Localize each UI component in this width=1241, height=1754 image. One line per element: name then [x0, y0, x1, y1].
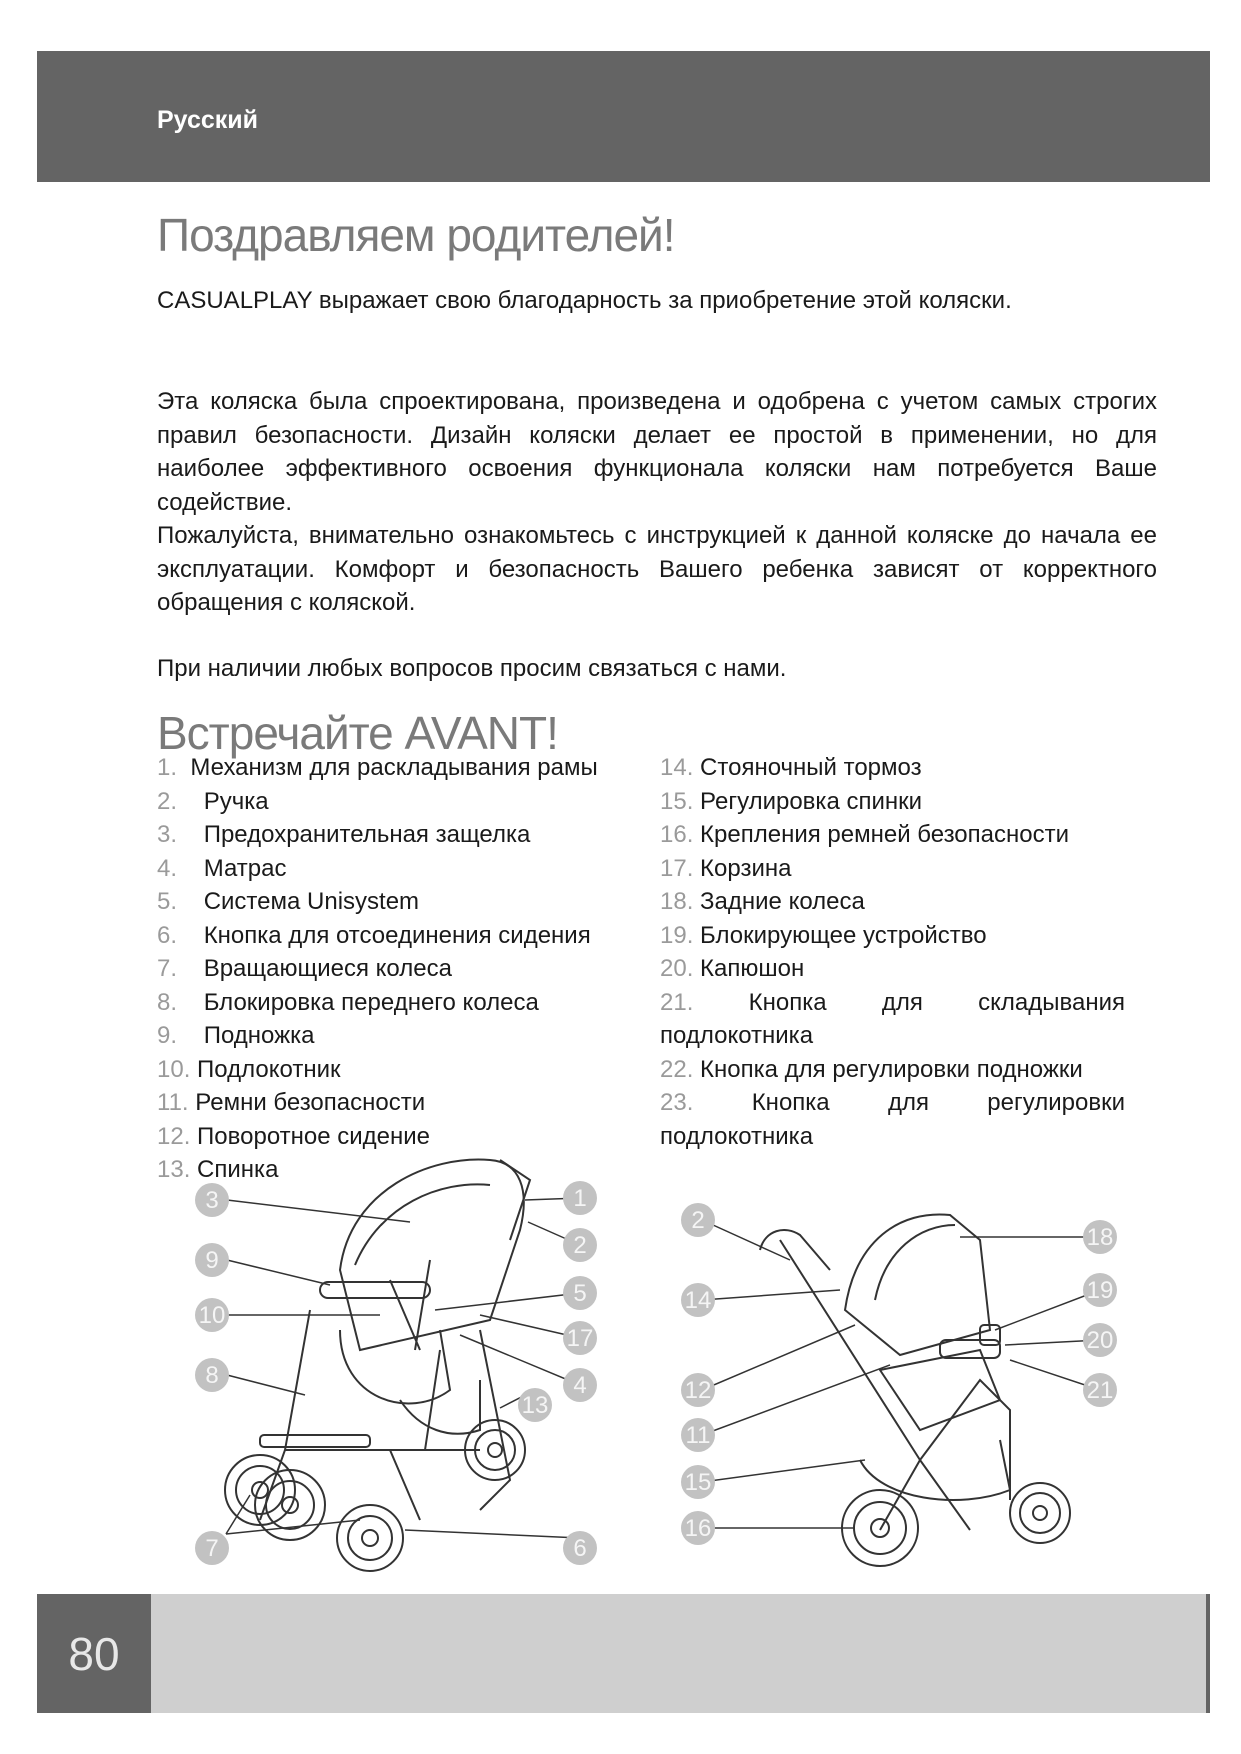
- callout-2: [563, 1228, 597, 1262]
- item-number: 2.: [157, 787, 178, 815]
- item-number: 6.: [157, 921, 178, 949]
- list-item: [660, 852, 1125, 886]
- svg-text:10: 10: [198, 1302, 226, 1329]
- item-number: 11.: [157, 1089, 189, 1116]
- item-label: Ручка: [203, 787, 269, 815]
- item-number: 13.: [157, 1156, 191, 1183]
- list-item: [157, 785, 598, 819]
- item-number: 1.: [157, 754, 178, 781]
- stroller-basket: [400, 1380, 480, 1434]
- svg-text:14: 14: [684, 1287, 712, 1314]
- intro-paragraph-4: При наличии любых вопросов просим связаться с нами.: [157, 655, 787, 682]
- callout-5: [563, 1276, 597, 1310]
- item-label: Кнопка для складывания подлокотника: [660, 988, 1126, 1049]
- item-number: 12.: [157, 1122, 191, 1150]
- item-number: 16.: [660, 821, 694, 848]
- list-item: [660, 952, 1125, 986]
- svg-text:4: 4: [573, 1372, 587, 1399]
- svg-text:3: 3: [205, 1187, 219, 1214]
- callout-20: [1083, 1323, 1117, 1357]
- callout-3: [195, 1183, 229, 1217]
- parts-list-left: [157, 751, 598, 1187]
- stroller-rear-illustration: [680, 1200, 1140, 1590]
- svg-text:11: 11: [685, 1422, 711, 1449]
- wheel-front-left: [225, 1455, 295, 1525]
- callout-11: [681, 1418, 715, 1452]
- callout-2: [681, 1203, 715, 1237]
- item-number: 22.: [660, 1055, 694, 1083]
- item-number: 9.: [157, 1022, 178, 1049]
- parts-title: Встречайте AVANT!: [157, 707, 558, 759]
- item-number: 17.: [660, 854, 694, 882]
- svg-text:15: 15: [684, 1469, 712, 1496]
- header-bar: [37, 51, 1210, 182]
- item-label: Подножка: [203, 1022, 315, 1049]
- item-number: 23.: [660, 1089, 694, 1116]
- item-number: 19.: [660, 921, 694, 949]
- stroller-seat: [880, 1350, 1000, 1430]
- list-item: [660, 818, 1125, 852]
- stroller-seat-strap: [390, 1260, 430, 1350]
- stroller-hood-seam: [355, 1184, 490, 1265]
- stroller-hood: [340, 1160, 524, 1350]
- item-label: Регулировка спинки: [700, 787, 923, 815]
- leader-lines: [226, 1198, 580, 1538]
- list-item: [660, 1086, 1125, 1153]
- list-item: [660, 1053, 1125, 1087]
- item-number: 10.: [157, 1055, 191, 1083]
- list-item: [157, 818, 598, 852]
- item-label: Блокировка переднего колеса: [203, 988, 539, 1016]
- list-item: [157, 986, 598, 1020]
- stroller-frame: [780, 1240, 1010, 1530]
- svg-text:21: 21: [1086, 1377, 1114, 1404]
- callout-10: [195, 1298, 229, 1332]
- callout-8: [195, 1358, 229, 1392]
- list-item: [157, 885, 598, 919]
- callout-13: [518, 1388, 552, 1422]
- intro-title: Поздравляем родителей!: [157, 209, 675, 261]
- svg-text:5: 5: [573, 1280, 587, 1307]
- item-label: Подлокотник: [197, 1055, 341, 1083]
- footer-page-box: [37, 1594, 151, 1713]
- item-label: Блокирующее устройство: [700, 921, 987, 949]
- list-item: [660, 751, 1125, 785]
- svg-text:17: 17: [566, 1325, 594, 1352]
- list-item: [157, 919, 598, 953]
- callout-9: [195, 1243, 229, 1277]
- list-item: [660, 885, 1125, 919]
- callout-16: [681, 1511, 715, 1545]
- list-item: [157, 1019, 598, 1053]
- item-label: Механизм для раскладывания рамы: [190, 754, 598, 781]
- callout-14: [681, 1283, 715, 1317]
- stroller-footrest: [260, 1435, 370, 1447]
- item-label: Вращающиеся колеса: [203, 955, 452, 982]
- list-item: [157, 952, 598, 986]
- item-number: 15.: [660, 787, 694, 815]
- callout-18: [1083, 1220, 1117, 1254]
- intro-paragraph-3: Пожалуйста, внимательно ознакомьтесь с инструкцией к данной коляске до начала ее эксплуатации. Комфорт и безопасность Вашего ребенка зависят от корректного обращения с коляской.: [157, 522, 1157, 616]
- svg-text:1: 1: [573, 1185, 587, 1212]
- item-label: Кнопка для отсоединения сидения: [203, 921, 591, 949]
- callout-7: [195, 1531, 229, 1565]
- item-label: Кнопка для регулировки подлокотника: [660, 1089, 1125, 1150]
- intro-paragraph-1: CASUALPLAY выражает свою благодарность за приобретение этой коляски.: [157, 287, 1012, 314]
- wheel-rear: [465, 1420, 525, 1480]
- stroller-armrest: [320, 1282, 430, 1298]
- list-item: [660, 785, 1125, 819]
- callout-19: [1083, 1273, 1117, 1307]
- item-number: 18.: [660, 888, 694, 915]
- stroller-hood-seam: [875, 1225, 955, 1300]
- item-label: Кнопка для регулировки подножки: [700, 1055, 1083, 1083]
- svg-text:9: 9: [205, 1247, 219, 1274]
- item-number: 4.: [157, 854, 178, 882]
- item-number: 21.: [660, 988, 694, 1016]
- footer-edge: [1206, 1594, 1210, 1713]
- svg-text:2: 2: [573, 1232, 587, 1259]
- item-label: Система Unisystem: [203, 888, 420, 915]
- item-label: Стояночный тормоз: [700, 754, 922, 781]
- leader-lines: [702, 1220, 1100, 1528]
- item-number: 8.: [157, 988, 178, 1016]
- stroller-front-illustration: [190, 1150, 620, 1590]
- stroller-frame: [260, 1310, 510, 1520]
- svg-text:2: 2: [691, 1207, 705, 1234]
- item-label: Капюшон: [700, 955, 805, 982]
- item-number: 7.: [157, 955, 178, 982]
- list-item: [157, 1053, 598, 1087]
- item-label: Поворотное сидение: [197, 1122, 431, 1150]
- callout-1: [563, 1181, 597, 1215]
- footer-bar: [151, 1594, 1208, 1713]
- item-label: Ремни безопасности: [195, 1089, 426, 1116]
- callout-12: [681, 1373, 715, 1407]
- item-label: Спинка: [197, 1156, 279, 1183]
- svg-text:8: 8: [205, 1362, 219, 1389]
- wheel-middle: [337, 1505, 403, 1571]
- item-number: 3.: [157, 821, 178, 848]
- svg-text:12: 12: [684, 1377, 712, 1404]
- svg-text:20: 20: [1086, 1327, 1114, 1354]
- item-number: 20.: [660, 955, 694, 982]
- language-label: Русский: [157, 106, 259, 134]
- item-label: Крепления ремней безопасности: [700, 821, 1069, 848]
- list-item: [157, 852, 598, 886]
- intro-paragraph-2: Эта коляска была спроектирована, произведена и одобрена с учетом самых строгих правил безопасности. Дизайн коляски делает ее простой в применении, но для наиболее эффективного освоения функционала коляски нам потребуется Ваше содействие.: [157, 388, 1157, 516]
- svg-text:13: 13: [521, 1392, 549, 1419]
- list-item: [157, 1120, 598, 1154]
- item-label: Предохранительная защелка: [203, 821, 531, 848]
- list-item: [157, 751, 598, 785]
- svg-text:16: 16: [684, 1515, 712, 1542]
- item-number: 14.: [660, 754, 694, 781]
- svg-text:18: 18: [1086, 1224, 1114, 1251]
- list-item: [660, 986, 1125, 1053]
- item-number: 5.: [157, 888, 178, 915]
- callout-17: [563, 1321, 597, 1355]
- list-item: [660, 919, 1125, 953]
- item-label: Корзина: [700, 854, 792, 882]
- wheel-right: [1010, 1483, 1070, 1543]
- list-item: [157, 1086, 598, 1120]
- callout-6: [563, 1531, 597, 1565]
- page-number: 80: [68, 1627, 120, 1680]
- parts-list-right: [660, 751, 1125, 1153]
- svg-text:6: 6: [573, 1535, 587, 1562]
- svg-text:19: 19: [1086, 1277, 1114, 1304]
- callout-4: [563, 1368, 597, 1402]
- item-label: Матрас: [203, 854, 287, 882]
- callout-21: [1083, 1373, 1117, 1407]
- callout-15: [681, 1465, 715, 1499]
- svg-text:7: 7: [205, 1535, 219, 1562]
- item-label: Задние колеса: [700, 888, 865, 915]
